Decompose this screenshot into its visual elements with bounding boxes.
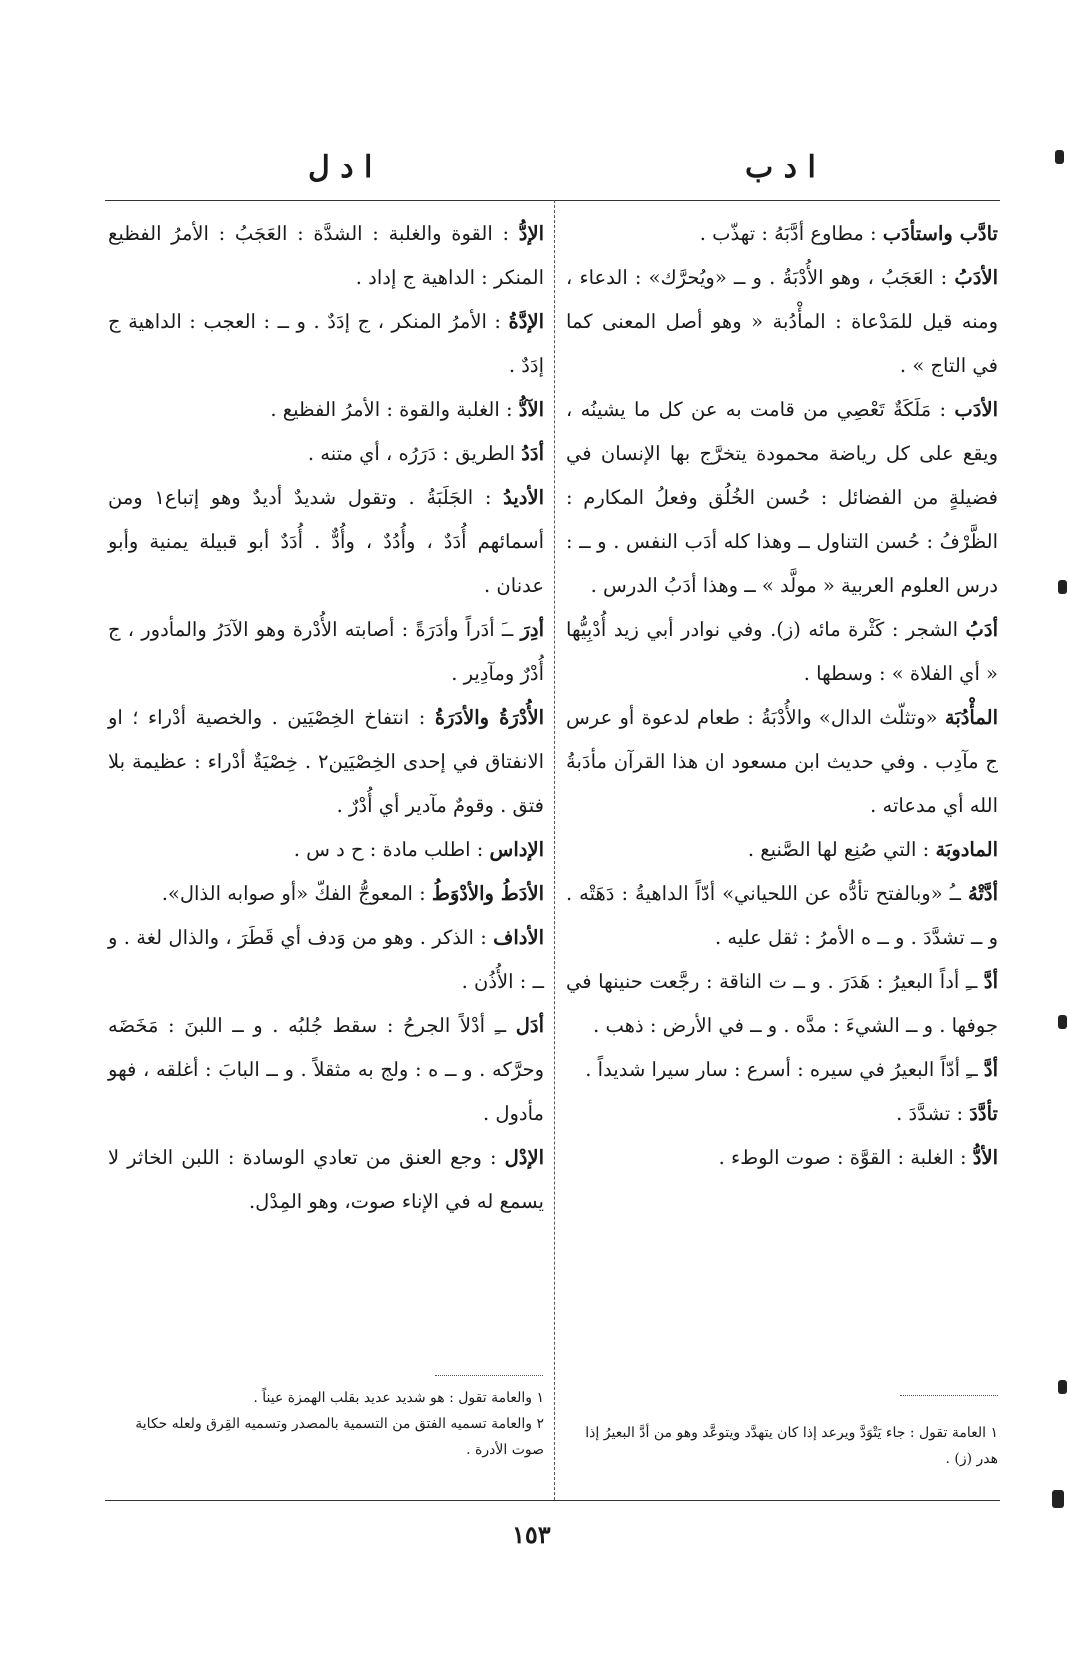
entry-headword: الإدْل xyxy=(504,1146,544,1169)
entry xyxy=(108,212,544,300)
footnote-left xyxy=(108,1385,544,1463)
entry-definition: : القوة والغلبة : الشدَّة : العَجَبُ : الأمرُ الفظيع المنكر : الداهية ج إداد . xyxy=(108,222,544,289)
bottom-rule xyxy=(105,1500,1000,1501)
entry-headword: أدَّتْهُ xyxy=(968,882,998,905)
entry-definition: : تشدَّدَ . xyxy=(896,1102,964,1125)
entry-definition: ــَ أدَراً وأدَرَةً : أصابته الأُدْرة وهو الآدَرُ والمأدور ، ج أُدْرٌ ومآدِير . xyxy=(108,618,544,685)
entry xyxy=(108,916,544,1004)
entry-headword: أدَّ xyxy=(983,1058,998,1081)
entry-headword: الإدَّةُ xyxy=(508,310,544,333)
entry-definition: «وتثلّث الدال» والأُدْبَةُ : طعام لدعوة أو عرس ج مآدِب . وفي حديث ابن مسعود ان هذا القرآن مأدَبةُ الله أي مدعاته . xyxy=(566,706,998,817)
entry xyxy=(566,256,998,388)
entry-headword: الآدُّ xyxy=(518,398,544,421)
entry xyxy=(108,828,544,872)
entry xyxy=(108,696,544,828)
entry xyxy=(566,212,998,256)
entry-headword: الإدُّ xyxy=(518,222,545,245)
entry-definition: ــِ أداً البعيرُ : هَدَرَ . و ــ ت الناقة : رجَّعت حنينها في جوفها . و ــ الشيءَ : مدَّه . و ــ في الأرض : ذهب . xyxy=(566,970,998,1037)
entry xyxy=(566,1136,998,1180)
entry-definition: ــِ أدْلاً الجرحُ : سقط جُلبُه . و ــ اللبنَ : مَخَضَه وحرَّكه . و ــ ه : ولج به مثقلاً . و ــ البابَ : أغلقه ، فهو مأدول . xyxy=(108,1014,544,1125)
entry-definition: : التي صُنِع لها الصَّنيع . xyxy=(747,838,930,861)
page-number: ١٥٣ xyxy=(512,1520,551,1549)
entry-headword: الأديدُ xyxy=(503,486,545,509)
left-column-header: ا د ل xyxy=(308,150,373,185)
entry xyxy=(108,608,544,696)
entry-definition: الطريق : دَرَرُه ، أي متنه . xyxy=(307,442,515,465)
footnote-rule xyxy=(435,1375,543,1376)
entry-definition: : المعوجُّ الفكّ «أو صوابه الذال». xyxy=(161,882,426,905)
entry-definition: : العَجَبُ ، وهو الأُدْبَةُ . و ــ «ويُحرَّك» : الدعاء ، ومنه قيل للمَدْعاة : المأْدُبة « وهو أصل المعنى كما في التاج » . xyxy=(566,266,998,377)
entry-headword: أدَدُ xyxy=(521,442,544,465)
entry-headword: المأْدُبَة xyxy=(944,706,998,729)
right-column xyxy=(566,212,998,1180)
entry-headword: تادَّب واستأدَب xyxy=(882,222,998,245)
entry-definition: الشجر : كَثْرة مائه (ز). وفي نوادر أبي زيد أُدْبِيُّها « أي الفلاة » : وسطها . xyxy=(566,618,998,685)
entry xyxy=(566,960,998,1048)
entry-headword: الأُدْرَةُ والأدَرَةُ xyxy=(434,706,545,729)
left-column xyxy=(108,212,544,1224)
footnote-right xyxy=(566,1420,998,1472)
entry xyxy=(108,1004,544,1136)
entry xyxy=(566,608,998,696)
entry xyxy=(566,696,998,828)
footnote-text: ٢ والعامة تسميه الفتق من التسمية بالمصدر وتسميه القِرق ولعله حكاية صوت الأدرة . xyxy=(135,1416,544,1458)
entry xyxy=(566,388,998,608)
entry xyxy=(108,476,544,608)
column-separator xyxy=(554,200,555,1500)
entry xyxy=(108,432,544,476)
entry-headword: الأدَبُ xyxy=(954,266,999,289)
entry-headword: الأدُّ xyxy=(972,1146,998,1169)
entry xyxy=(108,388,544,432)
entry-headword: أدَل xyxy=(515,1014,544,1037)
edge-mark xyxy=(1058,580,1067,594)
entry xyxy=(566,1092,998,1136)
entry-definition: : الأمرُ المنكر ، ج إدَدٌ . و ــ : العجب : الداهية ج إدَدٌ . xyxy=(108,310,544,377)
entry-headword: الأدَب xyxy=(954,398,998,421)
entry-definition: : مَلَكَةٌ تَعْصِي من قامت به عن كل ما يشينُه ، ويقع على كل رياضة محمودة يتخرَّج بها الإنسان في فضيلةٍ من الفضائل : حُسن الخُلُق وفعلُ المكارم : الظَّرْفُ : حُسن التناول ــ وهذا كله أدَب النفس . و ــ : درس العلوم العربية « مولَّد » ــ وهذا أدَبُ الدرس . xyxy=(566,398,998,597)
entry-definition: : الذكر . وهو من وَدف أي قَطَرَ ، والذال لغة . و ــ : الأُذُن . xyxy=(108,926,544,993)
right-column-header: ا د ب xyxy=(745,150,816,185)
entry-definition: : انتفاخ الخِصْيَين . والخصية أدْراء ؛ او الانفتاق في إحدى الخِصْيَين٢ . خِصْيَةٌ أدْراء : عظيمة بلا فتق . وقومٌ مآدير أي أُدْرٌ . xyxy=(108,706,544,817)
edge-mark xyxy=(1055,150,1064,164)
entry-definition: : الغلبة : القوَّة : صوت الوطء . xyxy=(718,1146,967,1169)
entry-headword: الإداس xyxy=(489,838,544,861)
entry-definition: ــُ «وبالفتح تأدُّه عن اللحياني» أدّاً الداهيةُ : دَهَتْه . و ــ تشدَّدَ . و ــ ه الأمرُ : ثقل عليه . xyxy=(566,882,998,949)
entry-headword: تأدَّدَ xyxy=(969,1102,998,1125)
entry xyxy=(108,872,544,916)
footnote-rule xyxy=(900,1395,998,1396)
entry xyxy=(566,828,998,872)
top-rule xyxy=(105,200,1000,201)
entry xyxy=(108,300,544,388)
edge-mark xyxy=(1058,1380,1067,1394)
entry-headword: أدَبُ xyxy=(965,618,998,641)
entry-definition: : مطاوع أدَّبَهُ : تهذّب . xyxy=(699,222,877,245)
entry-headword: الأدَطُ والأدْوَطُ xyxy=(431,882,544,905)
edge-mark xyxy=(1052,1490,1064,1508)
edge-mark xyxy=(1058,1015,1067,1029)
entry-definition: : الغلبة والقوة : الأمرُ الفظيع . xyxy=(270,398,513,421)
entry-headword: أدِرَ xyxy=(520,618,544,641)
entry-headword: الأداف xyxy=(493,926,545,949)
entry xyxy=(108,1136,544,1224)
entry-definition: ــِ أدّاً البعيرُ في سيره : أسرع : سار سيرا شديداً . xyxy=(585,1058,978,1081)
entry-definition: : اطلب مادة : ح د س . xyxy=(293,838,484,861)
entry-definition: : الجَلَبَةُ . وتقول شديدٌ أديدٌ وهو إتباع١ ومن أسمائهم أُدَدٌ ، وأُدُدٌ ، وأُدٌّ . أُدَدٌ أبو قبيلة يمنية وأبو عدنان . xyxy=(108,486,544,597)
footnote-text: ١ العامة تقول : جاء يَتْوَدَّ ويرعد إذا كان يتهدَّد ويتوعَّد وهو من أدَّ البعيرُ إذا هدر (ز) . xyxy=(585,1425,998,1467)
footnote-text: ١ والعامة تقول : هو شديد عديد بقلب الهمزة عيناً . xyxy=(253,1390,544,1406)
entry-definition: : وجع العنق من تعادي الوسادة : اللبن الخاثر لا يسمع له في الإناء صوت، وهو المِدْل. xyxy=(108,1146,544,1213)
entry xyxy=(566,872,998,960)
entry-headword: أدَّ xyxy=(983,970,998,993)
entry-headword: المادوبَة xyxy=(935,838,998,861)
entry xyxy=(566,1048,998,1092)
